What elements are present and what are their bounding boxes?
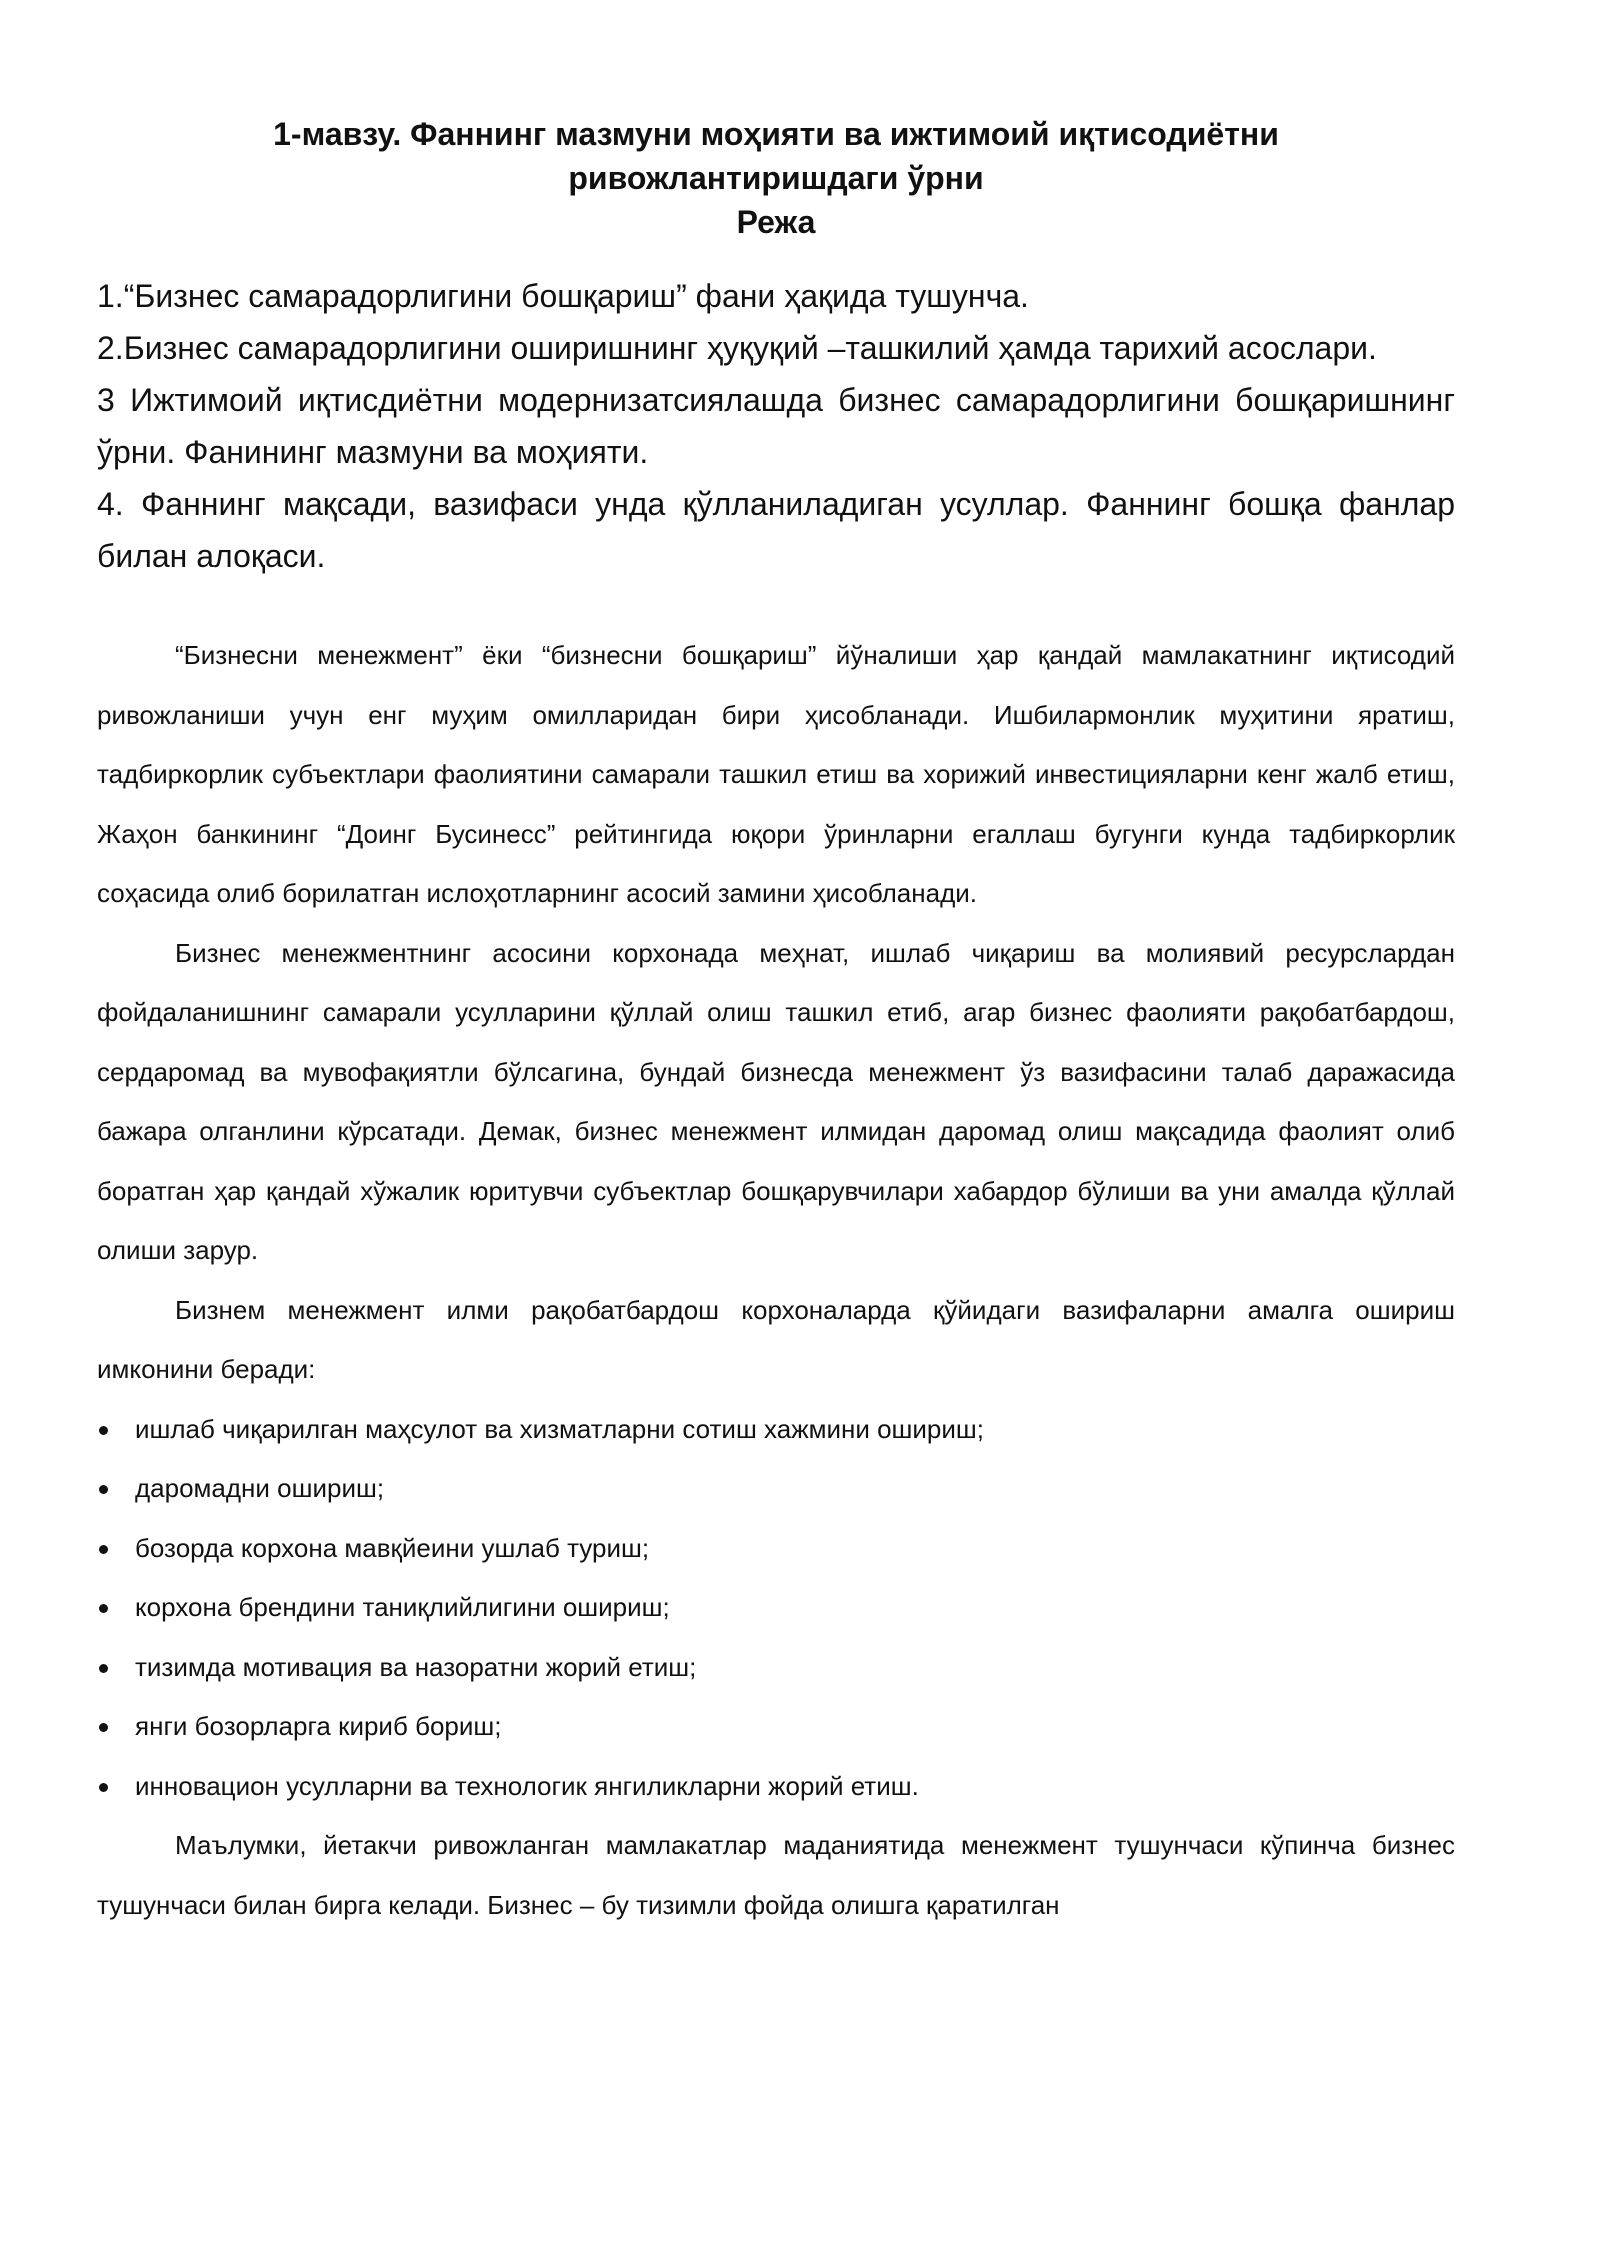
plan-item: 2.Бизнес самарадорлигини оширишнинг ҳуқуқий –ташкилий ҳамда тарихий асослари. xyxy=(97,330,1377,366)
list-item xyxy=(97,1697,1455,1757)
bullet-icon xyxy=(99,1485,108,1494)
bullet-icon xyxy=(99,1604,108,1613)
bullet-list xyxy=(97,1400,1455,1817)
list-item-text: тизимда мотивация ва назоратни жорий етиш; xyxy=(135,1651,697,1682)
list-item-text: даромадни ошириш; xyxy=(135,1473,385,1503)
bullet-icon xyxy=(99,1426,108,1435)
bullet-icon xyxy=(99,1545,108,1554)
list-item-text: инновацион усулларни ва технологик янгиликларни жорий етиш. xyxy=(135,1770,919,1801)
list-item xyxy=(97,1638,1455,1698)
document-title xyxy=(97,112,1455,244)
list-item xyxy=(97,1400,1455,1460)
paragraph-2: Бизнес менежментнинг асосини корхонада меҳнат, ишлаб чиқариш ва молиявий ресурслардан фойдаланишнинг самарали усулларини қўллай олиш ташкил етиб, агар бизнес фаолияти рақобатбардош, сердаромад ва мувофақиятли бўлсагина, бундай бизнесда менежмент ўз вазифасини талаб даражасида бажара олганлини кўрсатади. Демак, бизнес менежмент илмидан даромад олиш мақсадида фаолият олиб боратган ҳар қандай хўжалик юритувчи субъектлар бошқарувчилари хабардор бўлиши ва уни амалда қўллай олиши зарур. xyxy=(97,937,1455,1265)
title-line-3: Режа xyxy=(736,204,816,240)
list-item xyxy=(97,1459,1455,1519)
list-item-text: ишлаб чиқарилган маҳсулот ва хизматларни сотиш хажмини ошириш; xyxy=(135,1413,984,1444)
document-page xyxy=(97,112,1455,1935)
paragraph-3: Бизнем менежмент илми рақобатбардош корхоналарда қўйидаги вазифаларни амалга ошириш имконини беради: xyxy=(97,1294,1455,1384)
title-line-1: 1-мавзу. Фаннинг мазмуни моҳияти ва ижтимоий иқтисодиётни xyxy=(273,116,1279,152)
list-item-text: бозорда корхона мавқйеини ушлаб туриш; xyxy=(135,1532,650,1563)
plan-list xyxy=(97,270,1455,582)
list-item-text: корхона брендини таниқлийлигини ошириш; xyxy=(135,1592,670,1622)
paragraph-4: Маълумки, йетакчи ривожланган мамлакатлар маданиятида менежмент тушунчаси кўпинча бизнес тушунчаси билан бирга келади. Бизнес – бу тизимли фойда олишга қаратилган xyxy=(97,1830,1455,1920)
paragraph-1: “Бизнесни менежмент” ёки “бизнесни бошқариш” йўналиши ҳар қандай мамлакатнинг иқтисодий ривожланиши учун енг муҳим омилларидан бири ҳисобланади. Ишбилармонлик муҳитини яратиш, тадбиркорлик субъектлари фаолиятини самарали ташкил етиш ва хорижий инвестицияларни кенг жалб етиш, Жаҳон банкининг “Доинг Бусинесс” рейтингида юқори ўринларни егаллаш бугунги кунда тадбиркорлик соҳасида олиб борилатган ислоҳотларнинг асосий замини ҳисобланади. xyxy=(97,640,1455,908)
bullet-icon xyxy=(99,1783,108,1792)
list-item xyxy=(97,1519,1455,1579)
plan-item: 4. Фаннинг мақсади, вазифаси унда қўлланиладиган усуллар. Фаннинг бошқа фанлар билан алоқаси. xyxy=(97,486,1455,574)
list-item xyxy=(97,1757,1455,1817)
body-text xyxy=(97,626,1455,1935)
title-line-2: ривожлантиришдаги ўрни xyxy=(568,160,984,196)
list-item-text: янги бозорларга кириб бориш; xyxy=(135,1711,502,1741)
plan-item: 3 Ижтимоий иқтисдиётни модернизатсиялашда бизнес самарадорлигини бошқаришнинг ўрни. Фанининг мазмуни ва моҳияти. xyxy=(97,382,1455,470)
list-item xyxy=(97,1578,1455,1638)
bullet-icon xyxy=(99,1664,108,1673)
bullet-icon xyxy=(99,1723,108,1732)
plan-item: 1.“Бизнес самарадорлигини бошқариш” фани ҳақида тушунча. xyxy=(97,278,1029,314)
